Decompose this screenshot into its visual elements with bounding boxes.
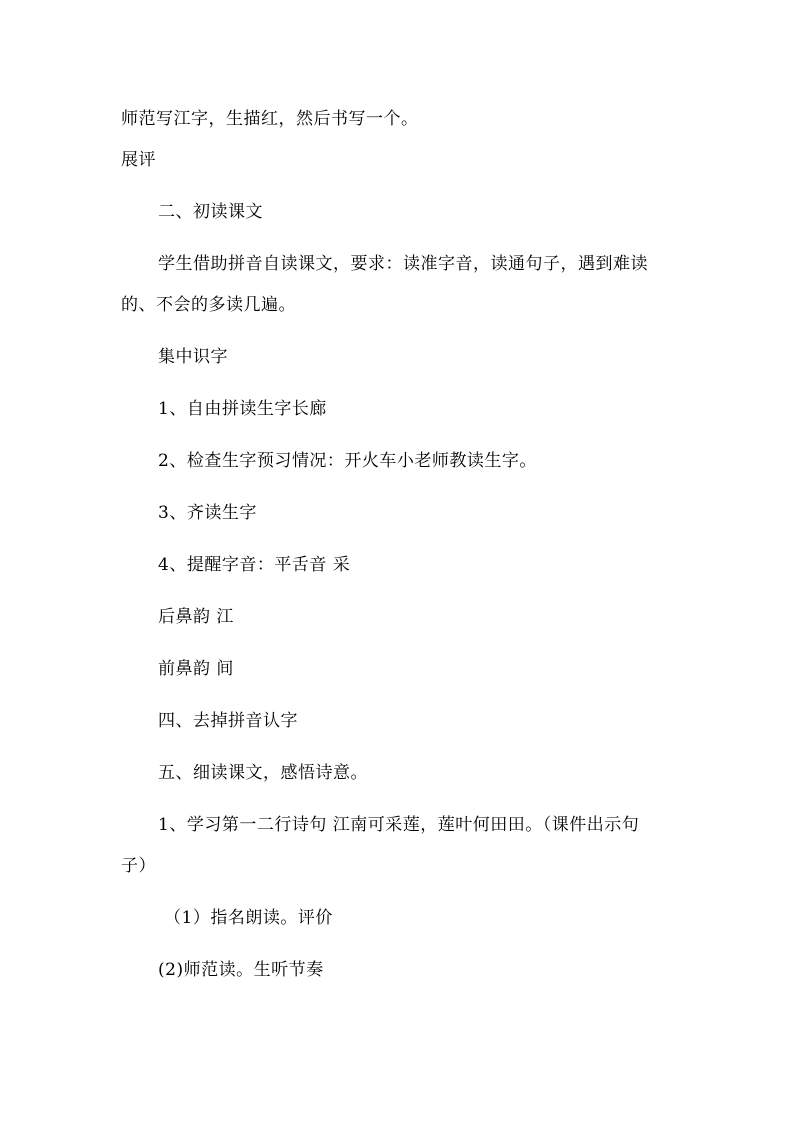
text-line: 子） — [121, 856, 156, 876]
list-item: 4、提醒字音：平舌音 采 — [158, 555, 351, 575]
text-line: 前鼻韵 间 — [158, 659, 234, 679]
section-heading: 五、细读课文，感悟诗意。 — [158, 763, 368, 783]
list-item: 1、自由拼读生字长廊 — [158, 399, 327, 419]
text-line: 1、学习第一二行诗句 江南可采莲，莲叶何田田。（课件出示句 — [158, 815, 640, 835]
section-heading: 二、初读课文 — [158, 202, 263, 222]
text-line: 后鼻韵 江 — [158, 607, 234, 627]
section-heading: 四、去掉拼音认字 — [158, 711, 298, 731]
list-item: (2)师范读。生听节奏 — [158, 960, 324, 980]
text-line: 的、不会的多读几遍。 — [121, 295, 296, 315]
list-item: 3、齐读生字 — [158, 503, 257, 523]
text-line: 师范写江字，生描红，然后书写一个。 — [121, 109, 419, 129]
text-line: 展评 — [121, 150, 156, 170]
list-item: 2、检查生字预习情况：开火车小老师教读生字。 — [158, 451, 537, 471]
list-item: （1）指名朗读。评价 — [164, 908, 333, 928]
section-heading: 集中识字 — [158, 347, 228, 367]
text-line: 学生借助拼音自读课文，要求：读准字音，读通句子，遇到难读 — [158, 254, 648, 274]
